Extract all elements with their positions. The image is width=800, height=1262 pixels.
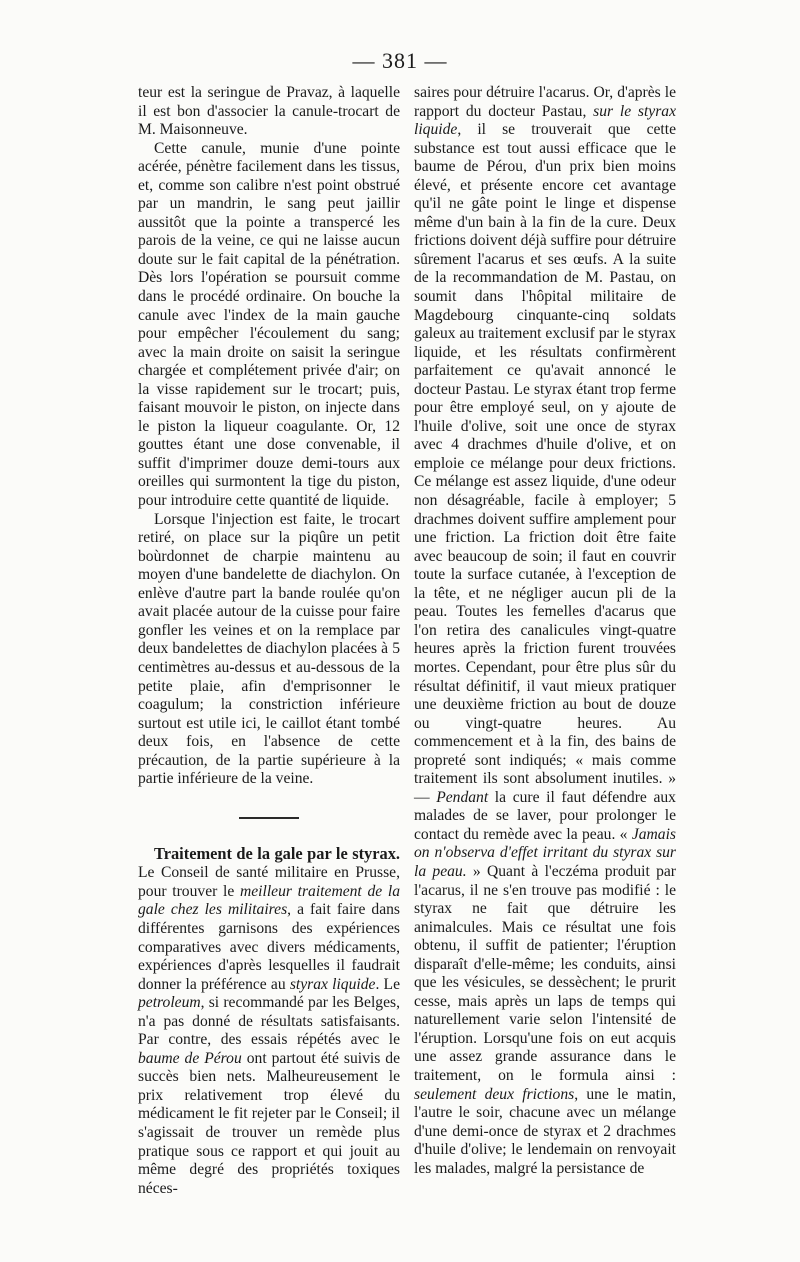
paragraph bbox=[414, 84, 676, 1178]
page-number: — 381 — bbox=[352, 48, 448, 73]
emphasis: styrax liquide bbox=[289, 975, 376, 993]
text-run: . Le bbox=[375, 975, 400, 993]
section-divider bbox=[239, 817, 299, 819]
text-run: , il se trouverait que cette substance est tout aussi efficace que le baume de Pérou, d'un prix bien moins élevé, et présente encore cet avantage qu'il ne gâte point le linge et dispense même d'un bain à la fin de la cure. Deux frictions doivent déjà suffire pour détruire sûrement l'acarus et ses œufs. A la suite de la recommandation de M. Pastau, on soumit dans l'hôpital militaire de Magdebourg cinquante-cinq soldats galeux au traitement exclusif par le styrax liquide, et les résultats confirmèrent parfaitement ce qu'avait annoncé le docteur Pastau. Le styrax étant trop ferme pour être employé seul, on y ajoute de l'huile d'olive, soit une once de styrax avec 4 drachmes d'huile d'olive, et on emploie ce mélange pour deux frictions. Ce mélange est assez liquide, d'une odeur non désagréable, facile à employer; 5 drachmes doivent suffire amplement pour une friction. La friction doit être faite avec beaucoup de soin; il faut en couvrir toute la surface cutanée, à l'exception de la tête, et ne négliger aucun pli de la peau. Toutes les femelles d'acarus que l'on retira des canalicules vingt-quatre heures après la friction furent trouvées mortes. Cependant, pour être plus sûr du résultat définitif, il vaut mieux pratiquer une deuxième friction au bout de douze ou vingt-quatre heures. Au commencement et à la fin, des bains de propreté sont indiqués; « mais comme traitement ils sont absolument inutiles. » — bbox=[414, 121, 676, 806]
emphasis: sur le styrax liquide bbox=[414, 102, 677, 139]
emphasis: baume de Pérou bbox=[138, 1049, 242, 1067]
right-column bbox=[414, 84, 676, 1178]
emphasis: Jamais on n'observa d'effet irritant du styrax sur la peau. bbox=[414, 825, 676, 880]
emphasis: Pendant bbox=[436, 788, 489, 806]
paragraph: teur est la seringue de Pravaz, à laquelle il est bon d'associer la canule-trocart de M. Maisonneuve. bbox=[138, 84, 400, 139]
emphasis: meilleur traitement de la gale chez les militaires bbox=[138, 882, 401, 919]
text-run: » Quant à l'eczéma produit par l'acarus, il ne s'en trouve pas modifié : le styrax ne fait que détruire les animalcules. Mais ce résultat une fois obtenu, il suffit de patienter; l'éruption disparaît d'elle-même; les conduits, ainsi que les vésicules, se dessèchent; le prurit cesse, mais après un laps de temps qui naturellement varie selon l'intensité de l'éruption. Lorsqu'une fois on eut acquis une assez grande assurance dans le traitement, on le formula ainsi : bbox=[414, 862, 676, 1084]
text-run: , une le matin, l'autre le soir, chacune avec un mélange d'une demi-once de styrax et 2 drachmes d'huile d'olive; le lendemain on renvoyait les malades, malgré la persistance de bbox=[414, 1085, 676, 1177]
paragraph: Lorsque l'injection est faite, le trocart retiré, on place sur la piqûre un petit boùrdonnet de charpie maintenu au moyen d'une bandelette de diachylon. On enlève d'autre part la bande roulée qu'on avait placée autour de la cuisse pour faire gonfler les veines et on la remplace par deux bandelettes de diachylon placées à 5 centimètres au-dessus et au-dessous de la petite plaie, afin d'emprisonner le coagulum; la constriction inférieure surtout est utile ici, le caillot étant tombé deux fois, en l'absence de cette précaution, de la partie supérieure à la partie inférieure de la veine. bbox=[138, 510, 400, 788]
paragraph: Cette canule, munie d'une pointe acérée, pénètre facilement dans les tissus, et, comme son calibre n'est point obstrué par un mandrin, le sang peut jaillir aussitôt que la pointe a transpercé les parois de la veine, ce qui ne laisse aucun doute sur le fait capital de la pénétration. Dès lors l'opération se poursuit comme dans le procédé ordinaire. On bouche la canule avec l'index de la main gauche pour empêcher l'écoulement du sang; avec la main droite on saisit la seringue chargée et complétement privée d'air; on la visse rapidement sur le trocart; puis, faisant mouvoir le piston, on injecte dans le piston la liqueur coagulante. Or, 12 gouttes étant une dose convenable, il suffit d'imprimer douze demi-tours aux oreilles qui surmontent la tige du piston, pour introduire cette quantité de liquide. bbox=[138, 139, 400, 510]
emphasis: seulement deux frictions bbox=[414, 1085, 575, 1103]
text-run: saires pour détruire l'acarus. Or, d'après le rapport du docteur Pastau, bbox=[414, 84, 676, 120]
text-run: , a fait faire dans différentes garnisons des expériences comparatives avec divers médicaments, expériences d'après lesquelles il faudrait donner la préférence au bbox=[138, 901, 400, 993]
section-heading: Traitement de la gale par le styrax. bbox=[154, 843, 400, 863]
emphasis: petroleum bbox=[138, 994, 201, 1012]
text-run: Le Conseil de santé militaire en Prusse, pour trouver le bbox=[138, 864, 400, 900]
text-run: la cure il faut défendre aux malades de se laver, pour prolonger le contact du remède avec la peau. « bbox=[414, 788, 676, 843]
text-run: , si recommandé par les Belges, n'a pas donné de résultats satisfaisants. Par contre, des essais répétés avec le bbox=[138, 994, 400, 1049]
text-run: ont partout été suivis de succès bien nets. Malheureusement le prix relativement trop élevé du médicament le fit rejeter par le Conseil; il s'agissait de trouver un remède plus pratique sous ce rapport et qui jouit au même degré des propriétés toxiques néces- bbox=[138, 1049, 400, 1197]
left-column bbox=[138, 84, 400, 1198]
section-paragraph bbox=[138, 845, 400, 1198]
